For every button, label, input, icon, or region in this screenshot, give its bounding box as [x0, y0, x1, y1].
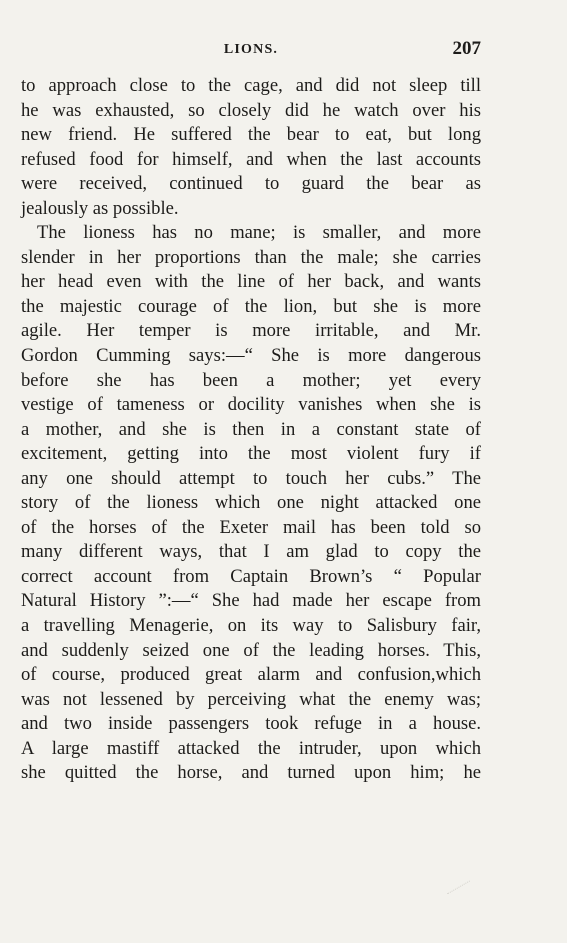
text-line: a mother, and she is then in a constant state of: [21, 418, 481, 440]
page-header: [21, 38, 481, 66]
text-line: the majestic courage of the lion, but she is more: [21, 295, 481, 317]
text-line: she quitted the horse, and turned upon him; he: [21, 762, 481, 784]
text-line: jealously as possible.: [21, 197, 179, 219]
text-line: new friend. He suffered the bear to eat, but long: [21, 124, 481, 146]
text-line: he was exhausted, so closely did he watch over his: [21, 99, 481, 121]
text-line: of course, produced great alarm and confusion,which: [21, 664, 481, 686]
text-line: of the horses of the Exeter mail has been told so: [21, 516, 481, 538]
text-line: any one should attempt to touch her cubs.” The: [21, 467, 481, 489]
running-head: LIONS.: [223, 42, 279, 57]
text-line: her head even with the line of her back, and wants: [21, 271, 481, 293]
text-line: was not lessened by perceiving what the enemy was;: [21, 688, 481, 710]
text-line: were received, continued to guard the bear as: [21, 173, 481, 195]
text-line: refused food for himself, and when the last accounts: [21, 148, 481, 170]
text-line: and two inside passengers took refuge in a house.: [21, 713, 481, 735]
text-line: excitement, getting into the most violent fury if: [21, 443, 481, 465]
text-line: Natural History ”:—“ She had made her escape from: [21, 590, 481, 612]
text-line: and suddenly seized one of the leading horses. This,: [21, 639, 481, 661]
page-number: 207: [452, 38, 481, 59]
text-line: slender in her proportions than the male; she carries: [21, 246, 481, 268]
text-line: a travelling Menagerie, on its way to Salisbury fair,: [21, 615, 481, 637]
text-line: to approach close to the cage, and did not sleep till: [21, 75, 481, 96]
text-line: correct account from Captain Brown’s “ Popular: [21, 565, 481, 587]
text-line: A large mastiff attacked the intruder, upon which: [21, 737, 481, 759]
text-line: agile. Her temper is more irritable, and Mr.: [21, 320, 481, 342]
text-line: The lioness has no mane; is smaller, and more: [37, 222, 481, 244]
paper-speck: [447, 881, 477, 907]
text-line: Gordon Cumming says:—“ She is more dangerous: [21, 345, 481, 367]
text-line: before she has been a mother; yet every: [21, 369, 481, 391]
text-line: many different ways, that I am glad to copy the: [21, 541, 481, 563]
text-line: vestige of tameness or docility vanishes when she is: [21, 394, 481, 416]
text-line: story of the lioness which one night attacked one: [21, 492, 481, 514]
body-text: [21, 74, 481, 786]
